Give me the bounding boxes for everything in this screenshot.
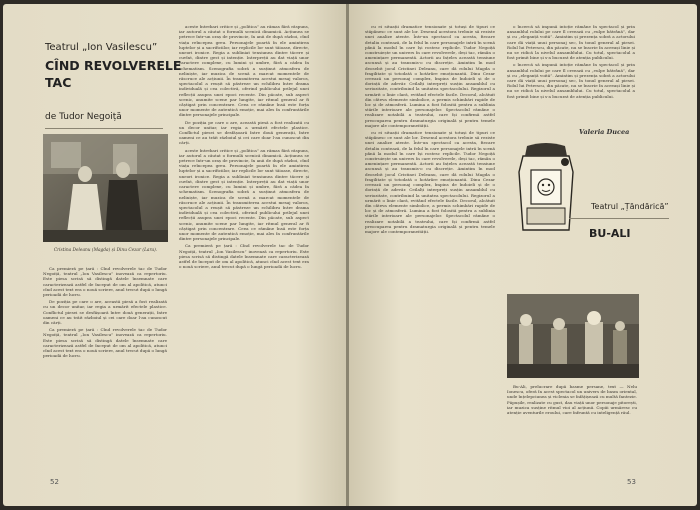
stage-photo	[43, 134, 168, 242]
paragraph: o încercă să impună intoție rămâne în spectacol și prin ansamblul rolului pe care îl creează cu „vulpe bătrână”, dar și cu „eleganță voită”. Amintim și prezența sobră a actorului care dă viață unui personaj sec, în tonul general al piesei. Rolul lui Petrescu, din păcate, nu se înscrie în aceeași linie și nu se ridică la nivelul ansamblului. Cu totul, spectacolul a fost primit bine și s-a bucurat de atenția publicului.	[507, 24, 635, 61]
right-column-2-top	[507, 24, 635, 124]
show-title: BU-ALI	[589, 227, 631, 240]
theatre-logo-drawing	[513, 142, 579, 234]
paragraph: Ca premieră pe țară : Cînd revolverele tac de Tudor Negoiță, teatrul „Ion Vasilescu” inovează ca repertoriu. Este piesa scrisă să distingă datele însemnate care caracterizează astfel de început de om al apolitică, atunci cînd acest text era o nouă scriere, anul trecut după o lungă perioadă de lucru.	[43, 266, 167, 298]
author-byline: de Tudor Negoiță	[45, 112, 122, 122]
right-column-2-bottom	[507, 384, 637, 476]
theatre-heading-right: Teatrul „Țăndărică”	[591, 202, 669, 211]
paragraph: aceste întrebari critice și „politica” au rămas fără răspuns, iar autorul a căutat o formulă scenică dinamică. Acțiunea se petrece într-un oraș de provincie, în anii de după război, cînd viața reîncepea greu. Personajele poartă în ele amintirea luptelor și a sacrificiilor, iar replicile lor sunt tăioase, directe, uneori ironice. Regia a subliniat tensiunea dintre tăcere și cuvînt, dintre gest și intenție. Interpreții au dat viață unor caractere complexe, cu lumini și umbre, fără a cădea în schematism. Scenografia sobră a susținut atmosfera de neliniște, iar muzica de scenă a marcat momentele de răscruce ale acțiunii. În transmiterea acestui mesaj valoros, spectacolul a reușit să păstreze un echilibru între drama individuală și cea colectivă, oferind publicului prilejul unei reflecții asupra unei epoci recente. Din păcate, sub aspect scenic, anumite scene par lungite, iar ritmul general ar fi câștigat prin concentrare. Ceea ce rămâne însă este forța unor momente de autentică emoție, mai ales în confruntările dintre personajele principale.	[179, 24, 309, 118]
puppet-photo	[507, 294, 639, 378]
heading-rule	[45, 128, 163, 129]
article-signature: Valeria Ducea	[579, 128, 630, 136]
page-number-left: 52	[50, 478, 59, 486]
paragraph: Ca premieră pe țară : Cînd revolverele tac de Tudor Negoiță, teatrul „Ion Vasilescu” inovează ca repertoriu. Este piesa scrisă să distingă datele însemnate care caracterizează astfel de început de om al apolitică, atunci cînd acest text era o nouă scriere, anul trecut după o lungă perioadă de lucru.	[179, 243, 309, 270]
photo-caption: Cristina Deleanu (Magda) și Dinu Cezar (Lara).	[53, 248, 158, 253]
heading-rule-right	[569, 218, 669, 219]
paragraph: cu ei situații dramatice tensionate și totuși de tipuri ce stăpânesc ce sunt ale lor. Desenul acestora trebuie să reziste unei analize atente. Într-un spectacol ca acesta, fiecare detaliu contează, de la felul în care personajele intră în scenă până la modul în care își rostesc replicile. Tudor Negoiță construiește un univers în care revolverele, deși tac, rămân o amenințare permanentă. Actorii au înțeles această tensiune ascunsă și au transmis-o cu discreție. Amintim în mod deosebit jocul Cristinei Deleanu, care dă rolului Magda o fragilitate și totodată o hotărâre emoționantă. Dinu Cezar creează un personaj complex, împins de îndoieli și de o dorință de adevăr. Ceilalți interpreți susțin ansamblul cu seriozitate, contribuind la unitatea spectacolului. Regizorul a urmărit o linie clară, evitând efectele facile. Decorul, alcătuit din câteva elemente simbolice, a permis schimbări rapide de loc și de atmosferă. Lumina a fost folosită pentru a sublinia stările interioare ale personajelor. Spectacolul rămâne o realizare notabilă a teatrului, care își confirmă astfel preocuparea pentru dramaturgia originală și pentru temele majore ale contemporaneității.	[365, 24, 495, 128]
puppet-photo-image	[507, 294, 639, 378]
theatre-heading: Teatrul „Ion Vasilescu”	[45, 42, 158, 53]
page-number-right: 53	[627, 478, 636, 486]
paragraph: Ca premieră pe țară : Cînd revolverele tac de Tudor Negoiță, teatrul „Ion Vasilescu” inovează ca repertoriu. Este piesa scrisă să distingă datele însemnate care caracterizează astfel de început de om al apolitică, atunci cînd acest text era o nouă scriere, anul trecut după o lungă perioadă de lucru.	[43, 327, 167, 359]
paragraph: De poziția pe care o are, această piesă a fost realizată cu un decor unitar, iar regia a urmărit efectele plastice. Conflictul piesei se desfășoară între două generații, între oameni ce au trăit războiul și cei care doar l-au cunoscut din cărți.	[179, 119, 309, 146]
left-page	[3, 4, 347, 506]
play-title-line1: CÎND REVOLVERELE	[45, 58, 182, 73]
paragraph: aceste întrebari critice și „politica” au rămas fără răspuns, iar autorul a căutat o formulă scenică dinamică. Acțiunea se petrece într-un oraș de provincie, în anii de după război, cînd viața reîncepea greu. Personajele poartă în ele amintirea luptelor și a sacrificiilor, iar replicile lor sunt tăioase, directe, uneori ironice. Regia a subliniat tensiunea dintre tăcere și cuvînt, dintre gest și intenție. Interpreții au dat viață unor caractere complexe, cu lumini și umbre, fără a cădea în schematism. Scenografia sobră a susținut atmosfera de neliniște, iar muzica de scenă a marcat momentele de răscruce ale acțiunii. În transmiterea acestui mesaj valoros, spectacolul a reușit să păstreze un echilibru între drama individuală și cea colectivă, oferind publicului prilejul unei reflecții asupra unei epoci recente. Din păcate, sub aspect scenic, anumite scene par lungite, iar ritmul general ar fi câștigat prin concentrare. Ceea ce rămâne însă este forța unor momente de autentică emoție, mai ales în confruntările dintre personajele principale.	[179, 147, 309, 242]
left-column-1-bottom	[43, 266, 167, 481]
paragraph: o încercă să impună intoție rămâne în spectacol și prin ansamblul rolului pe care îl creează cu „vulpe bătrână”, dar și cu „eleganță voită”. Amintim și prezența sobră a actorului care dă viață unui personaj sec, în tonul general al piesei. Rolul lui Petrescu, din păcate, nu se înscrie în aceeași linie și nu se ridică la nivelul ansamblului. Cu totul, spectacolul a fost primit bine și s-a bucurat de atenția publicului.	[507, 62, 635, 99]
paragraph: De poziția pe care o are, această piesă a fost realizată cu un decor unitar, iar regia a urmărit efectele plastice. Conflictul piesei se desfășoară între două generații, între oameni ce au trăit războiul și cei care doar l-au cunoscut din cărți.	[43, 299, 167, 326]
right-column-1	[365, 24, 495, 482]
stage-photo-image	[43, 134, 168, 242]
left-column-2	[179, 24, 309, 482]
play-title-line2: TAC	[45, 75, 72, 90]
paragraph: cu ei situații dramatice tensionate și totuși de tipuri ce stăpânesc ce sunt ale lor. Desenul acestora trebuie să reziste unei analize atente. Într-un spectacol ca acesta, fiecare detaliu contează, de la felul în care personajele intră în scenă până la modul în care își rostesc replicile. Tudor Negoiță construiește un univers în care revolverele, deși tac, rămân o amenințare permanentă. Actorii au înțeles această tensiune ascunsă și au transmis-o cu discreție. Amintim în mod deosebit jocul Cristinei Deleanu, care dă rolului Magda o fragilitate și totodată o hotărâre emoționantă. Dinu Cezar creează un personaj complex, împins de îndoieli și de o dorință de adevăr. Ceilalți interpreți susțin ansamblul cu seriozitate, contribuind la unitatea spectacolului. Regizorul a urmărit o linie clară, evitând efectele facile. Decorul, alcătuit din câteva elemente simbolice, a permis schimbări rapide de loc și de atmosferă. Lumina a fost folosită pentru a sublinia stările interioare ale personajelor. Spectacolul rămâne o realizare notabilă a teatrului, care își confirmă astfel preocuparea pentru dramaturgia originală și pentru temele majore ale contemporaneității.	[365, 130, 495, 234]
theatre-logo	[513, 142, 579, 234]
paragraph: Bu-Ali, prelucrare după basme persane, text — Nelu Ionescu, oferă în acest spectacol un univers de basm oriental, unde înțelepciunea și viclenia se înfățișează cu multă fantezie. Păpușile, realizate cu gust, dau viață unor personaje pitorești, iar muzica susține ritmul vioi al acțiunii. Copiii urmăresc cu atenție aventurile eroului, care înfruntă cu inteligență răul.	[507, 384, 637, 416]
right-page	[349, 4, 697, 506]
